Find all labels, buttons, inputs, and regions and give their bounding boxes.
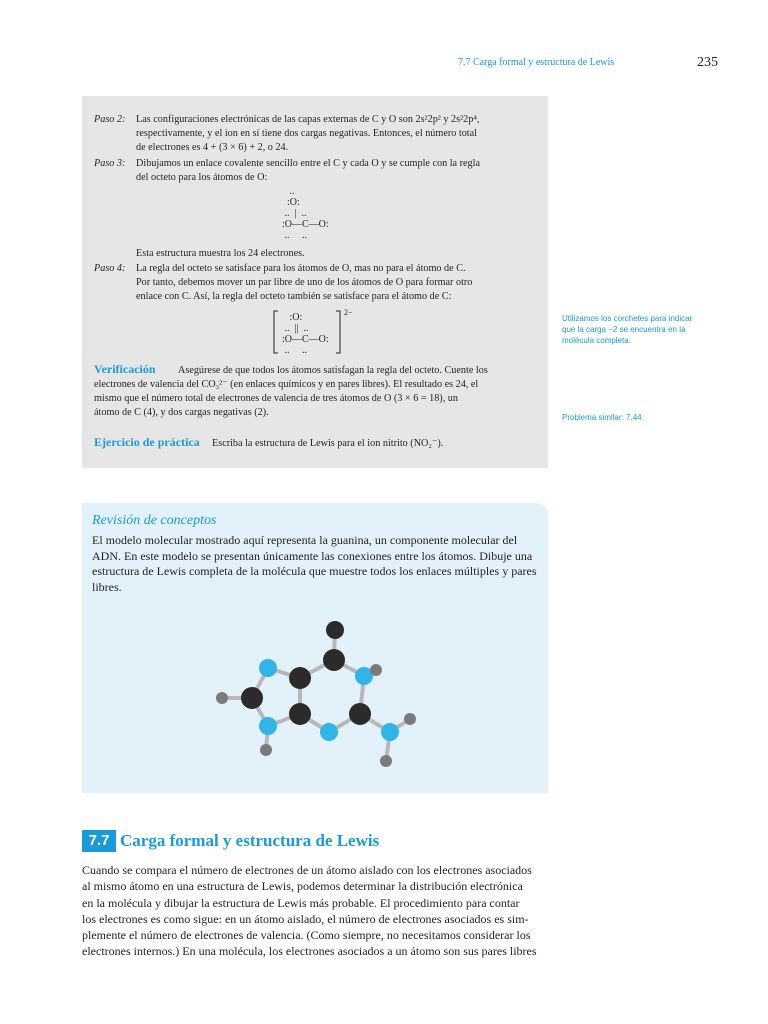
paso3-line2: del octeto para los átomos de O: — [136, 172, 268, 183]
margin-note-brackets-line2: que la carga −2 se encuentra en la — [562, 325, 686, 334]
margin-note-brackets — [562, 313, 742, 346]
body-line: plemente el número de electrones de valencia. (Como siempre, no necesitamos considerar los — [82, 928, 531, 943]
nitrogen-atom — [259, 717, 277, 735]
guanine-molecule-model — [200, 618, 420, 778]
carbon-atom — [241, 687, 263, 709]
section-title: Carga formal y estructura de Lewis — [120, 831, 380, 850]
paso4-line1: La regla del octeto se satisface para los átomos de O, mas no para el átomo de C. — [136, 263, 466, 274]
nitrogen-atom — [320, 723, 338, 741]
lewis-structure-single-bonds: .. :O: .. | .. :O—C—O: .. .. — [282, 186, 329, 241]
hydrogen-atom — [370, 664, 382, 676]
body-line: electrones internos.) En una molécula, los electrones asociados a un átomo son sus pares libres — [82, 944, 537, 959]
hydrogen-atom — [260, 744, 272, 756]
verificacion-line1: Asegúrese de que todos los átomos satisfagan la regla del octeto. Cuente los — [178, 365, 488, 376]
section-number: 7.7 — [82, 830, 116, 852]
hydrogen-atom — [380, 755, 392, 767]
verificacion-label: Verificación — [94, 362, 156, 376]
concept-review-title: Revisión de conceptos — [92, 513, 217, 528]
body-line: en la molécula y dibujar la estructura de Lewis más probable. El procedimiento para contar — [82, 895, 520, 910]
running-header — [458, 55, 718, 75]
carbon-atom — [323, 649, 345, 671]
verificacion-line4: átomo de C (4), y dos cargas negativas (2). — [94, 407, 269, 418]
paso2-label: Paso 2: — [94, 114, 126, 125]
concept-review-text: El modelo molecular mostrado aquí representa la guanina, un componente molecular del ADN. En este modelo se presentan únicamente las conexiones entre los átomos. Dibuje una estructura de Lewis completa de la molécula que muestre todos los enlaces múltiples y pares libres. — [92, 533, 537, 594]
paso3-label: Paso 3: — [94, 158, 126, 169]
body-line: al mismo átomo en una estructura de Lewis, podemos determinar la distribución electrónica — [82, 879, 523, 894]
hydrogen-atom — [216, 692, 228, 704]
paso3-line1: Dibujamos un enlace covalente sencillo entre el C y cada O y se cumple con la regla — [136, 158, 480, 169]
nitrogen-atom — [381, 723, 399, 741]
ejercicio-label: Ejercicio de práctica — [94, 435, 200, 449]
paso4-line3: enlace con C. Así, la regla del octeto también se satisface para el átomo de C: — [136, 291, 452, 302]
carbon-atom — [289, 703, 311, 725]
carbon-atom — [349, 703, 371, 725]
margin-note-brackets-line1: Utilizamos los corchetes para indicar — [562, 314, 693, 323]
example-box — [82, 96, 548, 468]
paso4-line2: Por tanto, debemos mover un par libre de uno de los átomos de O para formar otro — [136, 277, 473, 288]
paso2-line1: Las configuraciones electrónicas de las capas externas de C y O son 2s²2p² y 2s²2p⁴, — [136, 114, 480, 125]
paso4-label: Paso 4: — [94, 263, 126, 274]
margin-note-similar-problem: Problema similar: 7.44. — [562, 413, 644, 422]
ejercicio-text: Escriba la estructura de Lewis para el ion nitrito (NO₂⁻). — [212, 438, 444, 449]
structure1-note: Esta estructura muestra los 24 electrones. — [136, 248, 305, 259]
nitrogen-atom — [259, 659, 277, 677]
carbon-atom — [289, 667, 311, 689]
oxygen-atom — [326, 621, 344, 639]
paso2-line3: de electrones es 4 + (3 × 6) + 2, o 24. — [136, 142, 289, 153]
lewis-structure-double-bond: :O: .. || .. :O—C—O: .. .. — [282, 312, 329, 356]
verificacion-line3: mismo que el número total de electrones de valencia de tres átomos de O (3 × 6 = 18), un — [94, 393, 458, 404]
verificacion-line2: electrones de valencia del CO₃²⁻ (en enlaces químicos y en pares libres). El resultado es 24, el — [94, 379, 479, 390]
page-number: 235 — [697, 55, 718, 70]
margin-note-brackets-line3: molécula completa. — [562, 336, 631, 345]
hydrogen-atom — [404, 713, 416, 725]
body-line: Cuando se compara el número de electrones de un átomo aislado con los electrones asociados — [82, 863, 532, 877]
ion-charge: 2− — [344, 308, 353, 317]
paso2-line2: respectivamente, y el ion en sí tiene dos cargas negativas. Entonces, el número total — [136, 128, 477, 139]
section-body — [82, 862, 548, 960]
running-header-title: 7.7 Carga formal y estructura de Lewis — [458, 57, 615, 68]
body-line: los electrones es como sigue: en un átomo aislado, el número de electrones asociados es sim- — [82, 911, 529, 926]
